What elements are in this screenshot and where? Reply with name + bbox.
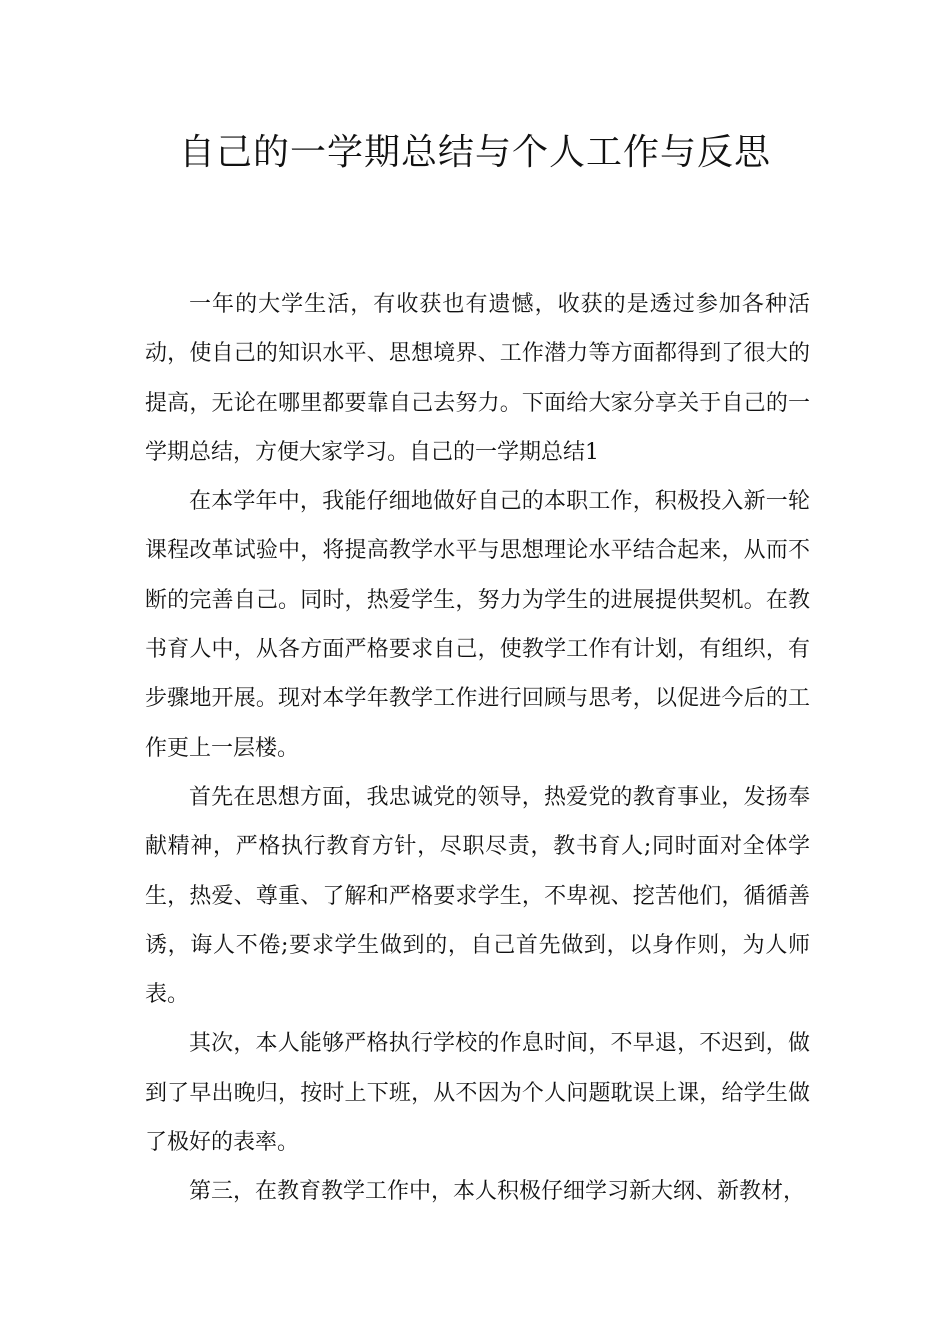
document-body [145, 280, 810, 1217]
document-title: 自己的一学期总结与个人工作与反思 [178, 132, 771, 173]
paragraph: 在本学年中，我能仔细地做好自己的本职工作，积极投入新一轮课程改革试验中，将提高教学水平与思想理论水平结合起来，从而不断的完善自己。同时，热爱学生，努力为学生的进展提供契机。在教书育人中，从各方面严格要求自己，使教学工作有计划，有组织，有步骤地开展。现对本学年教学工作进行回顾与思考，以促进今后的工作更上一层楼。 [145, 489, 810, 761]
paragraph: 其次，本人能够严格执行学校的作息时间，不早退，不迟到，做到了早出晚归，按时上下班，从不因为个人问题耽误上课，给学生做了极好的表率。 [145, 1031, 810, 1156]
paragraph: 一年的大学生活，有收获也有遗憾，收获的是透过参加各种活动，使自己的知识水平、思想境界、工作潜力等方面都得到了很大的提高，无论在哪里都要靠自己去努力。下面给大家分享关于自己的一学期总结，方便大家学习。自己的一学期总结1 [145, 292, 810, 465]
paragraph: 首先在思想方面，我忠诚党的领导，热爱党的教育事业，发扬奉献精神，严格执行教育方针，尽职尽责，教书育人;同时面对全体学生，热爱、尊重、了解和严格要求学生，不卑视、挖苦他们，循循善诱，诲人不倦;要求学生做到的，自己首先做到，以身作则，为人师表。 [145, 784, 810, 1008]
paragraph: 第三，在教育教学工作中，本人积极仔细学习新大纲、新教材， [189, 1179, 806, 1205]
